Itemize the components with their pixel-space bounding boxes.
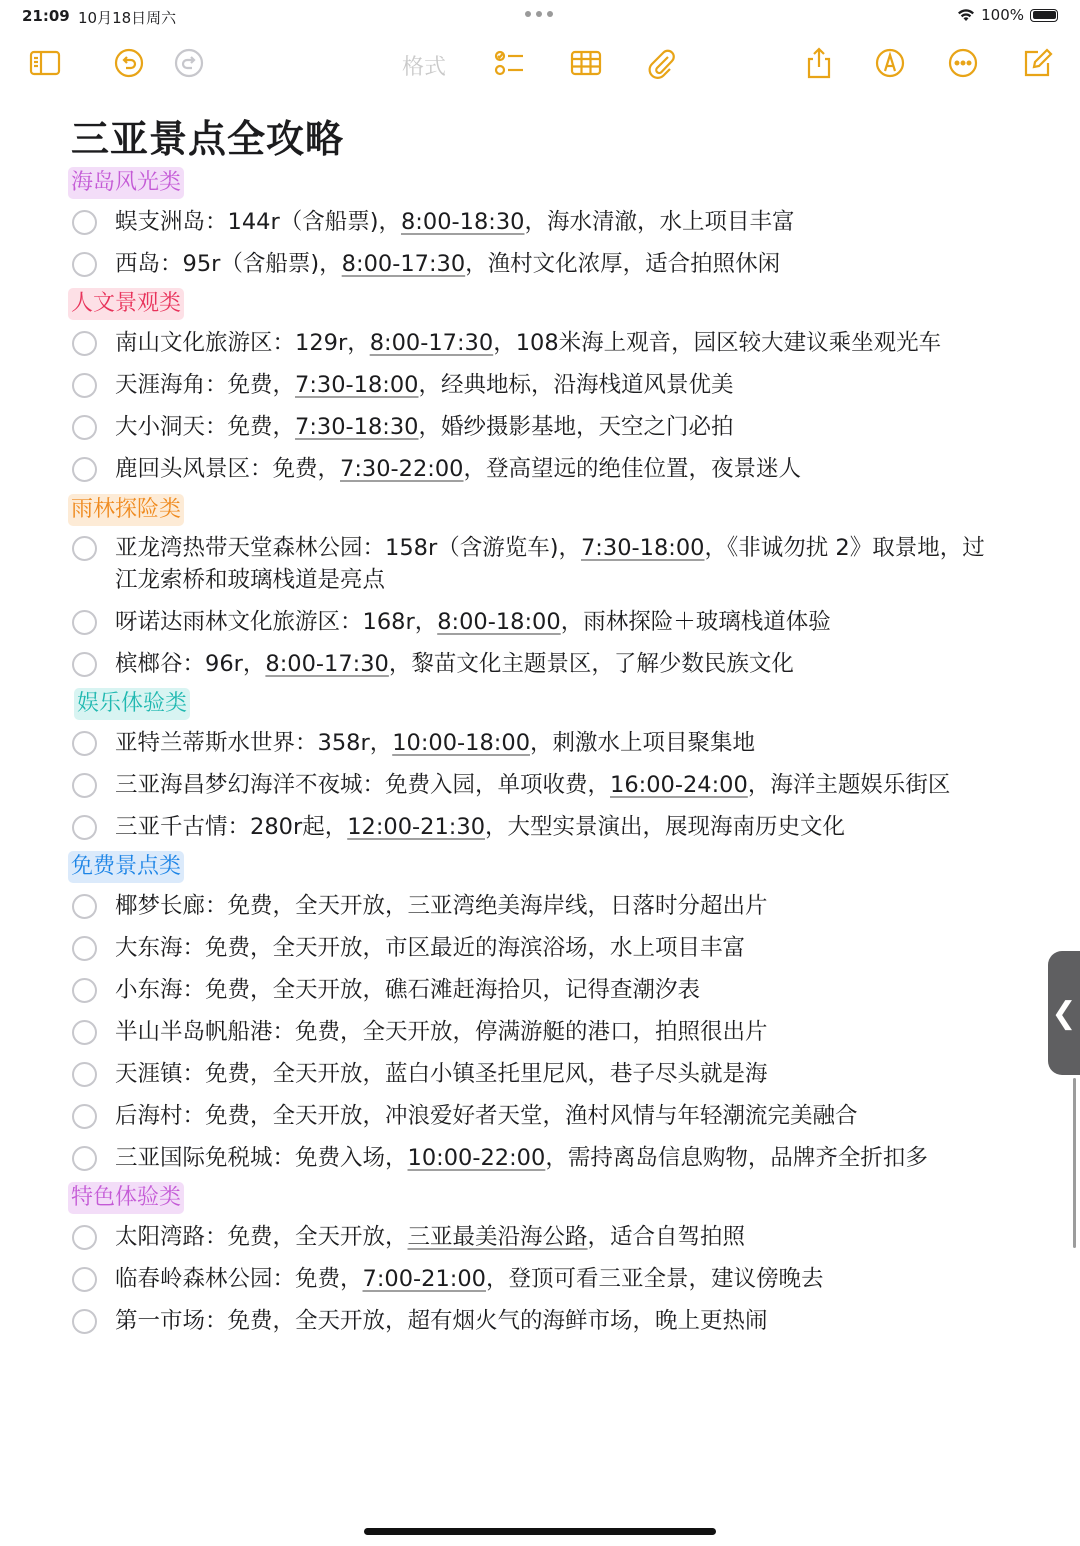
checkbox[interactable] — [72, 457, 97, 482]
wifi-icon — [957, 8, 975, 22]
checklist-item[interactable]: 椰梦长廊：免费，全天开放，三亚湾绝美海岸线，日落时分超出片 — [72, 890, 1020, 922]
checkbox[interactable] — [72, 1225, 97, 1250]
checklist-item[interactable]: 三亚国际免税城：免费入场，10:00-22:00，需持离岛信息购物，品牌齐全折扣多 — [72, 1142, 1020, 1174]
checklist-item[interactable]: 大东海：免费，全天开放，市区最近的海滨浴场，水上项目丰富 — [72, 932, 1020, 964]
checklist-item[interactable]: 槟榔谷：96r，8:00-17:30，黎苗文化主题景区，了解少数民族文化 — [72, 648, 1020, 680]
checklist-item[interactable]: 鹿回头风景区：免费，7:30-22:00，登高望远的绝佳位置，夜景迷人 — [72, 453, 1020, 485]
checkbox[interactable] — [72, 415, 97, 440]
status-date: 10月18日周六 — [78, 9, 177, 27]
scrollbar[interactable] — [1073, 1078, 1076, 1248]
checklist-item[interactable]: 大小洞天：免费，7:30-18:30，婚纱摄影基地，天空之门必拍 — [72, 411, 1020, 443]
sidebar-icon[interactable] — [26, 44, 64, 82]
checkbox[interactable] — [72, 936, 97, 961]
checklist-item[interactable]: 天涯镇：免费，全天开放，蓝白小镇圣托里尼风，巷子尽头就是海 — [72, 1058, 1020, 1090]
checklist-item[interactable]: 三亚海昌梦幻海洋不夜城：免费入园，单项收费，16:00-24:00，海洋主题娱乐街区 — [72, 769, 1020, 801]
checkbox[interactable] — [72, 1104, 97, 1129]
checkbox[interactable] — [72, 978, 97, 1003]
checkbox[interactable] — [72, 536, 97, 561]
checklist-item[interactable]: 亚龙湾热带天堂森林公园：158r（含游览车)，7:30-18:00，《非诚勿扰 2》取景地，过江龙索桥和玻璃栈道是亮点 — [72, 532, 1020, 596]
checkbox[interactable] — [72, 1146, 97, 1171]
undo-icon[interactable] — [110, 44, 148, 82]
section-heading-free[interactable]: 免费景点类 — [68, 851, 184, 883]
markup-icon[interactable] — [871, 44, 909, 82]
home-indicator[interactable] — [364, 1528, 716, 1535]
checklist-item[interactable]: 呀诺达雨林文化旅游区：168r，8:00-18:00，雨林探险＋玻璃栈道体验 — [72, 606, 1020, 638]
checklist-item[interactable]: 临春岭森林公园：免费，7:00-21:00，登顶可看三亚全景，建议傍晚去 — [72, 1263, 1020, 1295]
attachment-icon[interactable] — [642, 44, 680, 82]
redo-icon[interactable] — [170, 44, 208, 82]
share-icon[interactable] — [800, 44, 838, 82]
checkbox[interactable] — [72, 731, 97, 756]
checklist-item[interactable]: 三亚千古情：280r起，12:00-21:30，大型实景演出，展现海南历史文化 — [72, 811, 1020, 843]
checkbox[interactable] — [72, 1309, 97, 1334]
checkbox[interactable] — [72, 210, 97, 235]
checkbox[interactable] — [72, 373, 97, 398]
section-heading-special[interactable]: 特色体验类 — [68, 1182, 184, 1214]
checklist-item[interactable]: 后海村：免费，全天开放，冲浪爱好者天堂，渔村风情与年轻潮流完美融合 — [72, 1100, 1020, 1132]
checklist-item[interactable]: 太阳湾路：免费，全天开放，三亚最美沿海公路，适合自驾拍照 — [72, 1221, 1020, 1253]
battery-icon — [1030, 9, 1058, 22]
checklist-item[interactable]: 小东海：免费，全天开放，礁石滩赶海拾贝，记得查潮汐表 — [72, 974, 1020, 1006]
section-heading-island[interactable]: 海岛风光类 — [68, 167, 184, 199]
checkbox[interactable] — [72, 252, 97, 277]
checkbox[interactable] — [72, 610, 97, 635]
checklist-item[interactable]: 第一市场：免费，全天开放，超有烟火气的海鲜市场，晚上更热闹 — [72, 1305, 1020, 1337]
section-heading-rainforest[interactable]: 雨林探险类 — [68, 494, 184, 526]
checkbox[interactable] — [72, 331, 97, 356]
note-title[interactable]: 三亚景点全攻略 — [71, 117, 345, 161]
more-icon[interactable] — [944, 44, 982, 82]
checkbox[interactable] — [72, 1062, 97, 1087]
side-panel-handle[interactable] — [1048, 951, 1080, 1075]
checklist-item[interactable]: 南山文化旅游区：129r，8:00-17:30，108米海上观音，园区较大建议乘坐观光车 — [72, 327, 1020, 359]
checklist-item[interactable]: 蜈支洲岛：144r（含船票)，8:00-18:30，海水清澈，水上项目丰富 — [72, 206, 1020, 238]
format-button[interactable]: 格式 — [402, 55, 447, 80]
status-right — [957, 6, 1058, 24]
checklist-item[interactable]: 天涯海角：免费，7:30-18:00，经典地标，沿海栈道风景优美 — [72, 369, 1020, 401]
checkbox[interactable] — [72, 894, 97, 919]
section-heading-culture[interactable]: 人文景观类 — [68, 288, 184, 320]
toolbar — [0, 44, 1080, 84]
multitasking-dots-icon[interactable] — [525, 6, 553, 17]
compose-icon[interactable] — [1018, 44, 1056, 82]
checkbox[interactable] — [72, 652, 97, 677]
checklist-item[interactable]: 西岛：95r（含船票)，8:00-17:30，渔村文化浓厚，适合拍照休闲 — [72, 248, 1020, 280]
checkbox[interactable] — [72, 815, 97, 840]
checkbox[interactable] — [72, 1020, 97, 1045]
checklist-item[interactable]: 亚特兰蒂斯水世界：358r，10:00-18:00，刺激水上项目聚集地 — [72, 727, 1020, 759]
checkbox[interactable] — [72, 1267, 97, 1292]
checklist-icon[interactable] — [490, 44, 528, 82]
status-time: 21:09 — [22, 7, 70, 25]
status-bar — [0, 0, 1080, 32]
table-icon[interactable] — [567, 44, 605, 82]
chevron-left-icon: ❮ — [1051, 995, 1077, 1031]
checklist-item[interactable]: 半山半岛帆船港：免费，全天开放，停满游艇的港口，拍照很出片 — [72, 1016, 1020, 1048]
checkbox[interactable] — [72, 773, 97, 798]
section-heading-entertainment[interactable]: 娱乐体验类 — [74, 688, 190, 720]
battery-percent: 100% — [981, 6, 1024, 24]
